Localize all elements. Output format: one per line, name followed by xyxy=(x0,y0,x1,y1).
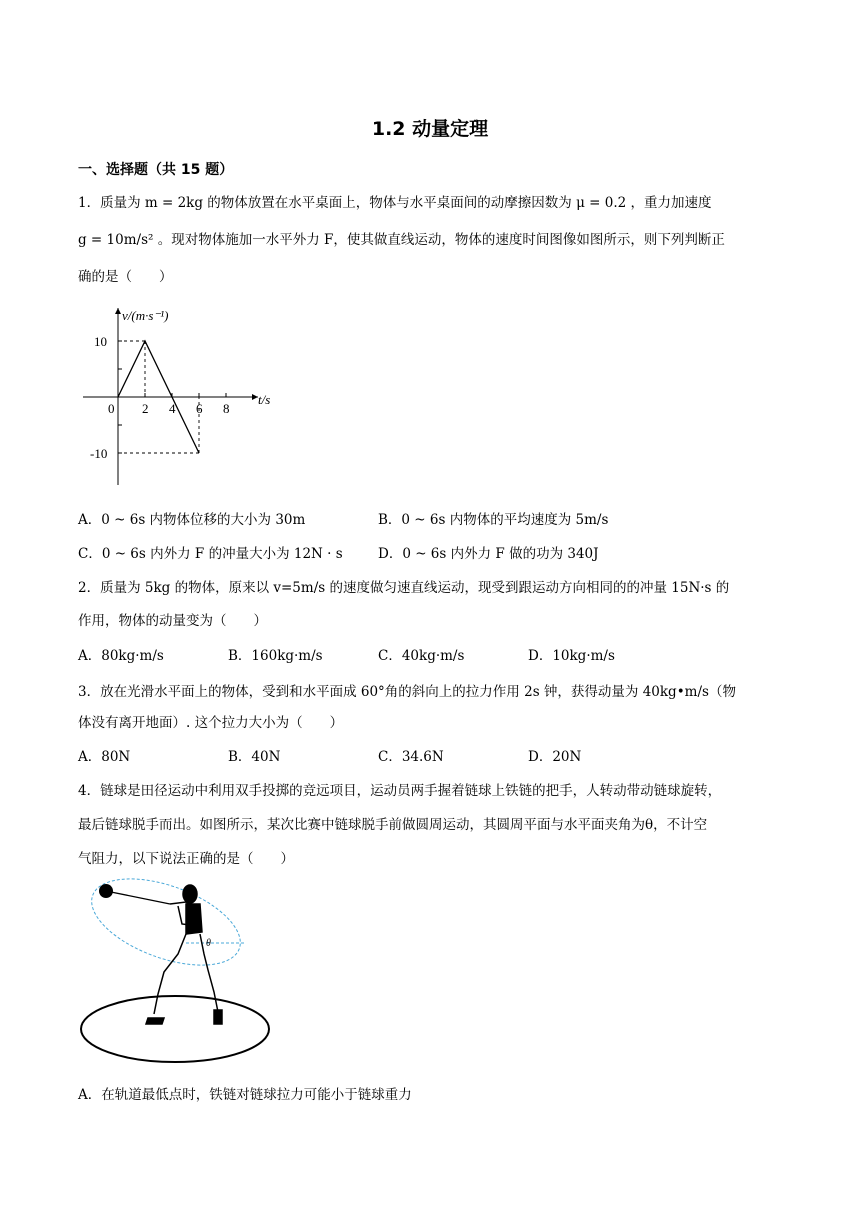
q2-option-c: C．40kg·m/s xyxy=(378,648,465,664)
q3-line2: 体没有离开地面）. 这个拉力大小为（ ） xyxy=(78,715,344,731)
x-tick-label: 4 xyxy=(169,401,176,416)
q2-option-d: D．10kg·m/s xyxy=(528,648,615,664)
q4-option-a: A．在轨道最低点时，铁链对链球拉力可能小于链球重力 xyxy=(78,1087,412,1103)
q2-line1: 2．质量为 5kg 的物体，原来以 v=5m/s 的速度做匀速直线运动，现受到跟运动方向相同的的冲量 15N·s 的 xyxy=(78,580,730,596)
throwing-circle xyxy=(81,996,269,1062)
q4-line2: 最后链球脱手而出。如图所示，某次比赛中链球脱手前做圆周运动，其圆周平面与水平面夹角为θ，不计空 xyxy=(78,817,708,833)
section-heading: 一、选择题（共 15 题） xyxy=(78,162,234,178)
q1-option-c: C．0 ~ 6s 内外力 F 的冲量大小为 12N · s xyxy=(78,546,343,562)
q1-line1: 1．质量为 m = 2kg 的物体放置在水平桌面上，物体与水平桌面间的动摩擦因数为 μ = 0.2 ，重力加速度 xyxy=(78,195,712,211)
q2-option-b: B．160kg·m/s xyxy=(228,648,323,664)
velocity-time-chart xyxy=(78,300,288,490)
q4-line1: 4．链球是田径运动中利用双手投掷的竞远项目，运动员两手握着链球上铁链的把手，人转动带动链球旋转， xyxy=(78,783,722,799)
q1-line3: 确的是（ ） xyxy=(78,269,173,285)
q3-option-d: D．20N xyxy=(528,749,582,765)
q2-line2: 作用，物体的动量变为（ ） xyxy=(78,613,267,629)
x-tick-label: 6 xyxy=(196,401,203,416)
y-tick-label: -10 xyxy=(90,446,108,461)
q4-line3: 气阻力，以下说法正确的是（ ） xyxy=(78,851,294,867)
q3-option-a: A．80N xyxy=(78,749,131,765)
q3-line1: 3．放在光滑水平面上的物体，受到和水平面成 60°角的斜向上的拉力作用 2s 钟，获得动量为 40kg•m/s（物 xyxy=(78,684,736,700)
athlete-figure xyxy=(146,885,222,1024)
hammer-wire xyxy=(106,891,170,904)
x-axis-label: t/s xyxy=(258,392,271,407)
x-tick-label: 8 xyxy=(223,401,230,416)
y-tick-label: 10 xyxy=(94,334,107,349)
q1-option-d: D．0 ~ 6s 内外力 F 做的功为 340J xyxy=(378,546,599,562)
hammer-throw-figure xyxy=(78,874,278,1066)
q3-option-b: B．40N xyxy=(228,749,281,765)
x-tick-label: 2 xyxy=(142,401,149,416)
q2-option-a: A．80kg·m/s xyxy=(78,648,164,664)
theta-label: θ xyxy=(206,938,211,949)
page-title: 1.2 动量定理 xyxy=(371,118,489,140)
q3-option-c: C．34.6N xyxy=(378,749,444,765)
q1-option-b: B．0 ~ 6s 内物体的平均速度为 5m/s xyxy=(378,512,609,528)
q1-option-a: A．0 ~ 6s 内物体位移的大小为 30m xyxy=(78,512,306,528)
q1-line2: g = 10m/s² 。现对物体施加一水平外力 F，使其做直线运动，物体的速度时间图像如图所示，则下列判断正 xyxy=(78,232,725,248)
y-axis-label: v/(m·s⁻¹) xyxy=(122,308,169,323)
x-tick-label: 0 xyxy=(108,401,115,416)
